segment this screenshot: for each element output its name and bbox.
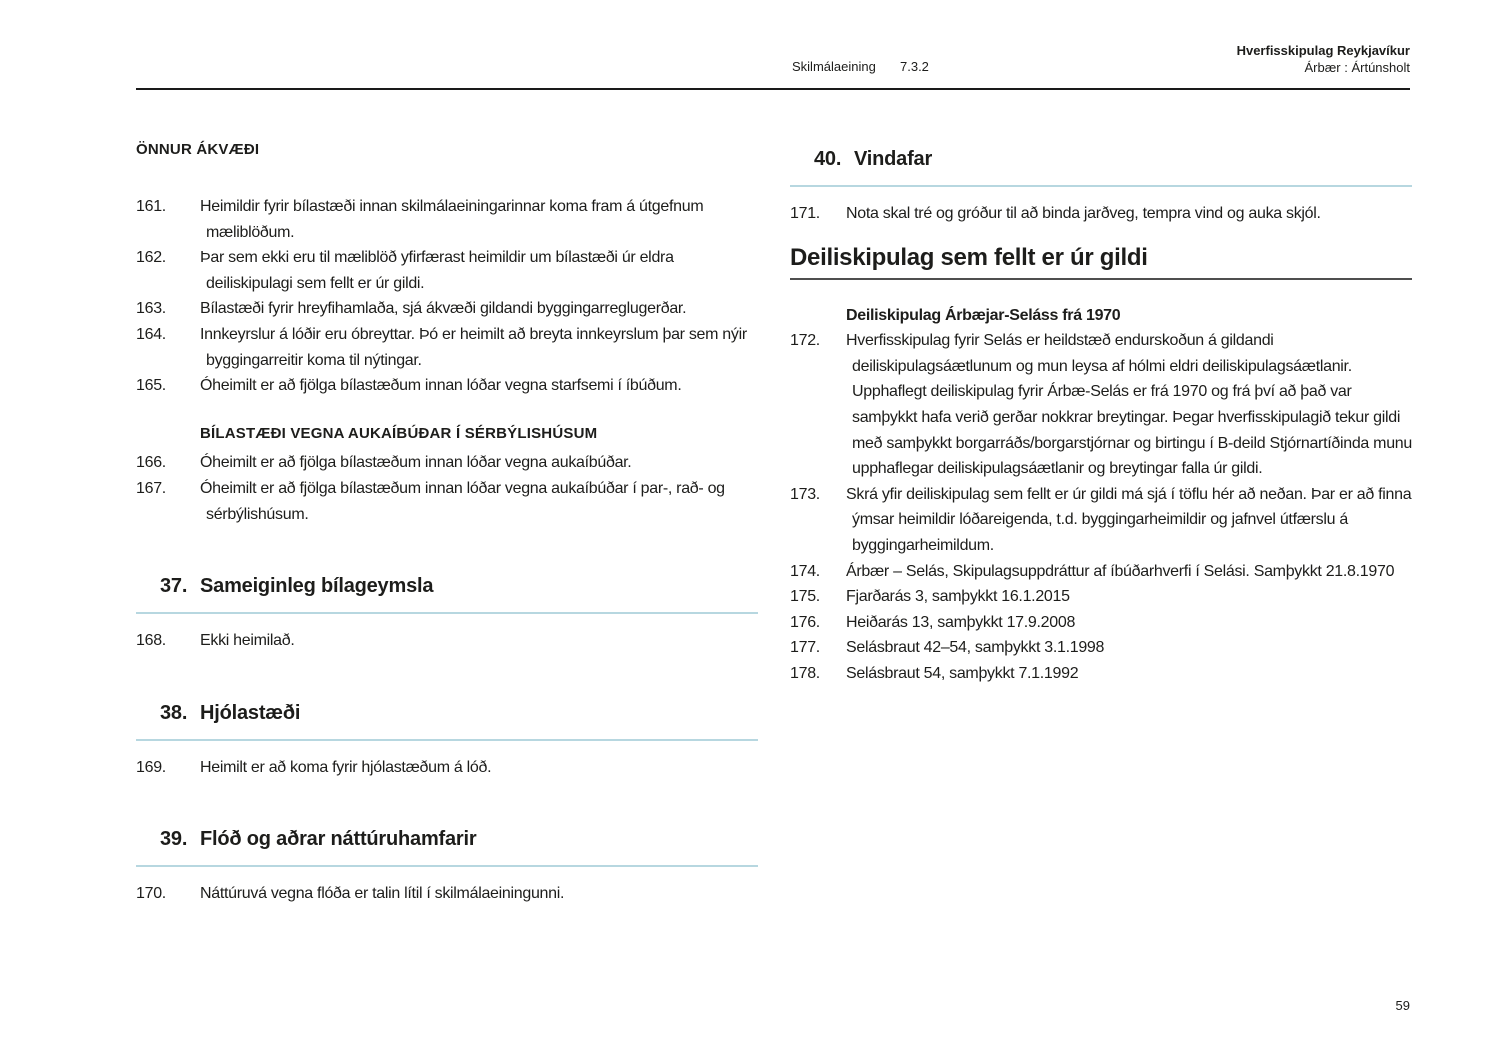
page-number: 59 — [1395, 998, 1410, 1013]
header-rule — [136, 88, 1410, 90]
left-column — [136, 140, 758, 907]
list-item-171 — [790, 201, 1412, 227]
item-text: Heimildir fyrir bílastæði innan skilmálaeiningarinnar koma fram á útgefnum mæliblöðum. — [200, 198, 704, 241]
list-item-168 — [136, 628, 758, 654]
item-text: Heimilt er að koma fyrir hjólastæðum á lóð. — [200, 758, 492, 776]
section-rule — [136, 739, 758, 741]
section-number: 39. — [160, 828, 188, 851]
header-doc-ref: 7.3.2 — [900, 59, 929, 74]
item-number: 176. — [790, 613, 820, 631]
item-text: Þar sem ekki eru til mæliblöð yfirfærast heimildir um bílastæði úr eldra deiliskipulagi sem fellt er úr gildi. — [200, 249, 674, 292]
section-title: Flóð og aðrar náttúruhamfarir — [200, 828, 477, 851]
item-number: 161. — [136, 198, 166, 215]
item-text: Óheimilt er að fjölga bílastæðum innan lóðar vegna aukaíbúðar í par-, rað- og sérbýlishúsum. — [200, 479, 725, 523]
item-number: 165. — [136, 377, 166, 395]
header-brand — [1237, 42, 1410, 76]
list-item-178 — [790, 661, 1412, 687]
subkicker-heading: BÍLASTÆÐI VEGNA AUKAÍBÚÐAR Í SÉRBÝLISHÚSUM — [200, 424, 598, 442]
header-title: Hverfisskipulag Reykjavíkur — [1236, 43, 1410, 58]
section-heading-38 — [136, 700, 758, 726]
section-heading-39 — [136, 826, 758, 852]
section-rule — [136, 865, 758, 867]
section-rule — [790, 185, 1412, 187]
item-text: Nota skal tré og gróður til að binda jarðveg, tempra vind og auka skjól. — [846, 205, 1321, 222]
bold-subheading: Deiliskipulag Árbæjar-Seláss frá 1970 — [846, 306, 1121, 324]
list-item-161 — [136, 194, 758, 245]
right-column — [790, 140, 1412, 687]
item-number: 172. — [790, 332, 820, 350]
item-text: Innkeyrslur á lóðir eru óbreyttar. Þó er heimilt að breyta innkeyrslum þar sem nýir byggingarreitir koma til nýtingar. — [200, 325, 747, 369]
list-item-167 — [136, 476, 758, 527]
item-number: 171. — [790, 205, 820, 222]
item-number: 163. — [136, 300, 166, 318]
section-title: Sameiginleg bílageymsla — [200, 575, 434, 598]
item-text: Hverfisskipulag fyrir Selás er heildstæð endurskoðun á gildandi deiliskipulagsáætlunum og mun leysa af hólmi eldri deiliskipulagsáætlanir. Upphaflegt deiliskipulag fyrir Árbæ-Selás er frá 1970 og frá því að það var samþykkt hafa verið gerðar nokkrar breytingar. Þegar hverfisskipulagið tekur gildi með samþykkt borgarráðs/borgarstjórnar og birtingu í B-deild Stjórnartíðinda munu upphaflegar deiliskipulagsáætlanir og breytingar falla úr gildi. — [846, 332, 1412, 478]
item-number: 174. — [790, 562, 820, 580]
list-item-165 — [136, 373, 758, 399]
list-item-162 — [136, 245, 758, 296]
item-text: Selásbraut 42–54, samþykkt 3.1.1998 — [846, 639, 1105, 657]
list-item-177 — [790, 635, 1412, 661]
item-text: Óheimilt er að fjölga bílastæðum innan lóðar vegna aukaíbúðar. — [200, 454, 632, 472]
item-text: Árbær – Selás, Skipulagsuppdráttur af íbúðarhverfi í Selási. Samþykkt 21.8.1970 — [846, 562, 1395, 580]
header-doc-type-label: Skilmálaeining — [792, 59, 876, 74]
list-item-163 — [136, 296, 758, 322]
item-text: Ekki heimilað. — [200, 632, 295, 650]
list-item-172 — [790, 328, 1412, 482]
item-text: Selásbraut 54, samþykkt 7.1.1992 — [846, 664, 1079, 682]
item-number: 175. — [790, 588, 820, 606]
section-heading-37 — [136, 573, 758, 599]
section-heading-40 — [790, 146, 1412, 172]
chapter-rule — [790, 278, 1412, 280]
list-item-173 — [790, 482, 1412, 559]
item-text: Skrá yfir deiliskipulag sem fellt er úr gildi má sjá í töflu hér að neðan. Þar er að finna ýmsar heimildir lóðareigenda, t.d. byggingarheimildir og jafnvel útfærslu á byggingarheimildum. — [846, 485, 1412, 554]
list-item-166 — [136, 450, 758, 476]
list-item-176 — [790, 610, 1412, 636]
item-number: 169. — [136, 758, 166, 776]
kicker-heading: ÖNNUR ÁKVÆÐI — [136, 141, 260, 158]
item-number: 173. — [790, 485, 820, 503]
section-number: 38. — [160, 701, 188, 724]
item-text: Óheimilt er að fjölga bílastæðum innan lóðar vegna starfsemi í íbúðum. — [200, 377, 682, 395]
item-number: 167. — [136, 479, 166, 497]
list-item-175 — [790, 584, 1412, 610]
section-title: Hjólastæði — [200, 701, 301, 724]
list-item-170 — [136, 881, 758, 907]
section-number: 37. — [160, 575, 188, 598]
item-number: 164. — [136, 325, 166, 343]
list-item-174 — [790, 559, 1412, 585]
item-text: Bílastæði fyrir hreyfihamlaða, sjá ákvæði gildandi byggingarreglugerðar. — [200, 300, 687, 318]
item-text: Fjarðarás 3, samþykkt 16.1.2015 — [846, 588, 1070, 606]
list-item-169 — [136, 755, 758, 781]
item-number: 166. — [136, 454, 166, 472]
item-text: Heiðarás 13, samþykkt 17.9.2008 — [846, 613, 1076, 631]
section-title: Vindafar — [854, 148, 933, 170]
item-number: 162. — [136, 249, 166, 267]
item-number: 178. — [790, 664, 820, 682]
header-area: Árbær : Ártúnsholt — [1304, 60, 1410, 75]
section-number: 40. — [814, 148, 842, 170]
item-number: 170. — [136, 885, 166, 903]
list-item-164 — [136, 322, 758, 373]
section-rule — [136, 612, 758, 614]
item-number: 177. — [790, 639, 820, 657]
item-number: 168. — [136, 632, 166, 650]
item-text: Náttúruvá vegna flóða er talin lítil í skilmálaeiningunni. — [200, 885, 565, 903]
chapter-heading: Deiliskipulag sem fellt er úr gildi — [790, 243, 1148, 271]
